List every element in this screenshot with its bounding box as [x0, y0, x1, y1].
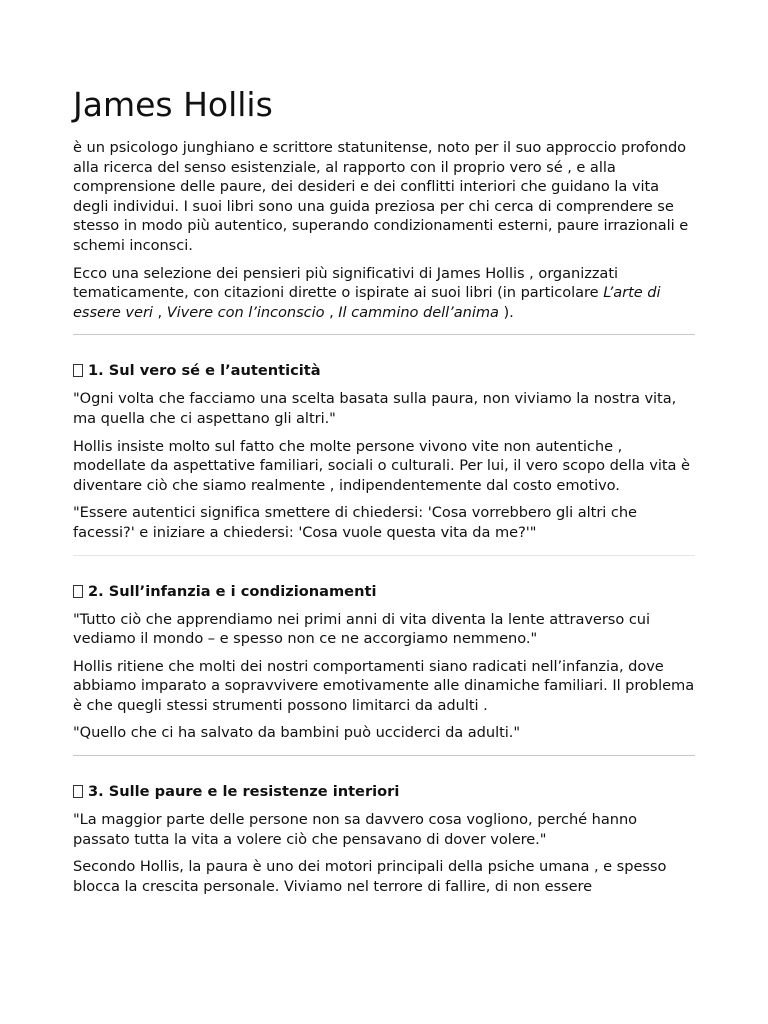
book-title: Il cammino dell’anima: [338, 303, 499, 321]
divider: [73, 755, 695, 756]
section-fears: [73, 782, 695, 896]
body-paragraph: Hollis insiste molto sul fatto che molte persone vivono vite non autentiche , modellate da aspettative familiari, sociali o culturali. Per lui, il vero scopo della vita è diventare ciò che siamo realmente , indipendentemente dal costo emotivo.: [73, 437, 690, 494]
missing-glyph-icon: [73, 785, 83, 798]
book-title: Vivere con l’inconscio: [166, 303, 325, 321]
quote-paragraph: "Ogni volta che facciamo una scelta basata sulla paura, non viviamo la nostra vita, ma quella che ci aspettano gli altri.": [73, 390, 677, 427]
quote-paragraph: "Quello che ci ha salvato da bambini può ucciderci da adulti.": [73, 724, 520, 742]
section-heading: 2. Sull’infanzia e i condizionamenti: [73, 582, 695, 602]
selection-lead: Ecco una selezione dei pensieri più significativi di James Hollis , organizzati tematicamente, con citazioni dirette o ispirate ai suoi libri (in particolare: [73, 264, 618, 302]
book-title: L’arte di essere veri: [73, 284, 661, 321]
section-heading: 1. Sul vero sé e l’autenticità: [73, 361, 695, 381]
section-authenticity: [73, 361, 695, 542]
section-heading: 3. Sulle paure e le resistenze interiori: [73, 782, 695, 802]
body-paragraph: Secondo Hollis, la paura è uno dei motori principali della psiche umana , e spesso blocca la crescita personale. Viviamo nel terrore di fallire, di non essere: [73, 858, 667, 895]
section-childhood: [73, 582, 695, 744]
missing-glyph-icon: [73, 364, 83, 377]
body-paragraph: Hollis ritiene che molti dei nostri comportamenti siano radicati nell’infanzia, dove abbiamo imparato a sopravvivere emotivamente alle dinamiche familiari. Il problema è che quegli stessi strumenti possono limitarci da adulti .: [73, 657, 695, 714]
divider: [73, 555, 695, 556]
page-title: James Hollis: [73, 85, 273, 124]
quote-paragraph: "Tutto ciò che apprendiamo nei primi anni di vita diventa la lente attraverso cui vediamo il mondo – e spesso non ce ne accorgiamo nemmeno.": [73, 610, 651, 648]
selection-paragraph: Ecco una selezione dei pensieri più significativi di James Hollis , organizzati tematicamente, con citazioni dirette o ispirate ai suoi libri (in particolare L’arte di essere veri , Vivere con l’inconscio , Il cammino dell’anima ).: [73, 264, 661, 321]
divider: [73, 334, 695, 335]
intro-paragraph: è un psicologo junghiano e scrittore statunitense, noto per il suo approccio profondo alla ricerca del senso esistenziale, al rapporto con il proprio vero sé , e alla comprensione delle paure, dei desideri e dei conflitti interiori che guidano la vita degli individui. I suoi libri sono una guida preziosa per chi cerca di comprendere se stesso in modo più autentico, superando condizionamenti esterni, paure irrazionali e schemi inconsci.: [73, 139, 689, 254]
quote-paragraph: "Essere autentici significa smettere di chiedersi: 'Cosa vorrebbero gli altri che facessi?' e iniziare a chiedersi: 'Cosa vuole questa vita da me?'": [73, 504, 637, 541]
missing-glyph-icon: [73, 585, 83, 598]
document-page: [73, 84, 695, 904]
quote-paragraph: "La maggior parte delle persone non sa davvero cosa vogliono, perché hanno passato tutta la vita a volere ciò che pensavano di dover volere.": [73, 811, 638, 848]
